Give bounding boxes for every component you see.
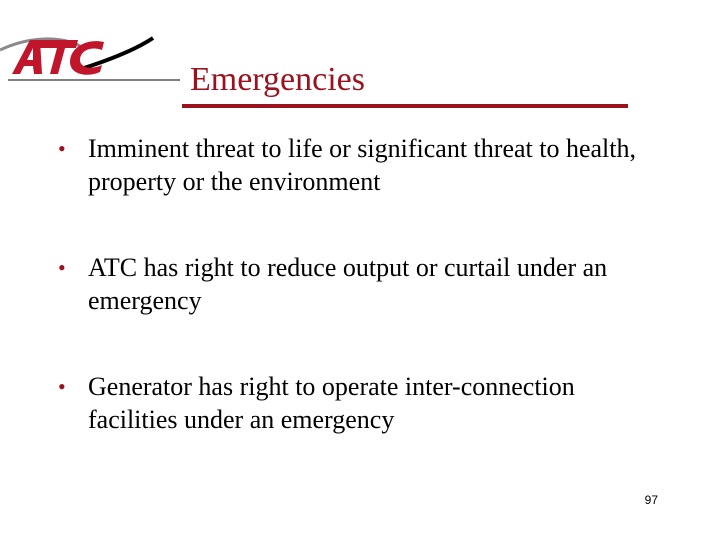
bullet-list: [58, 132, 658, 436]
logo-lettermark: [12, 40, 104, 75]
bullet-text: Generator has right to operate inter-connection facilities under an emergency: [88, 372, 575, 434]
slide-title: Emergencies: [190, 61, 365, 98]
bullet-icon: •: [58, 374, 66, 399]
bullet-item: [58, 251, 658, 317]
bullet-text: Imminent threat to life or significant threat to health, property or the environment: [88, 134, 636, 196]
bullet-text: ATC has right to reduce output or curtail under an emergency: [88, 253, 608, 315]
atc-logo-graphic: [0, 30, 180, 100]
atc-logo: [0, 30, 180, 100]
page-number: 97: [644, 493, 658, 507]
title-divider: [182, 104, 628, 108]
bullet-item: [58, 370, 658, 436]
bullet-icon: •: [58, 255, 66, 280]
bullet-item: [58, 132, 658, 198]
bullet-icon: •: [58, 136, 66, 161]
